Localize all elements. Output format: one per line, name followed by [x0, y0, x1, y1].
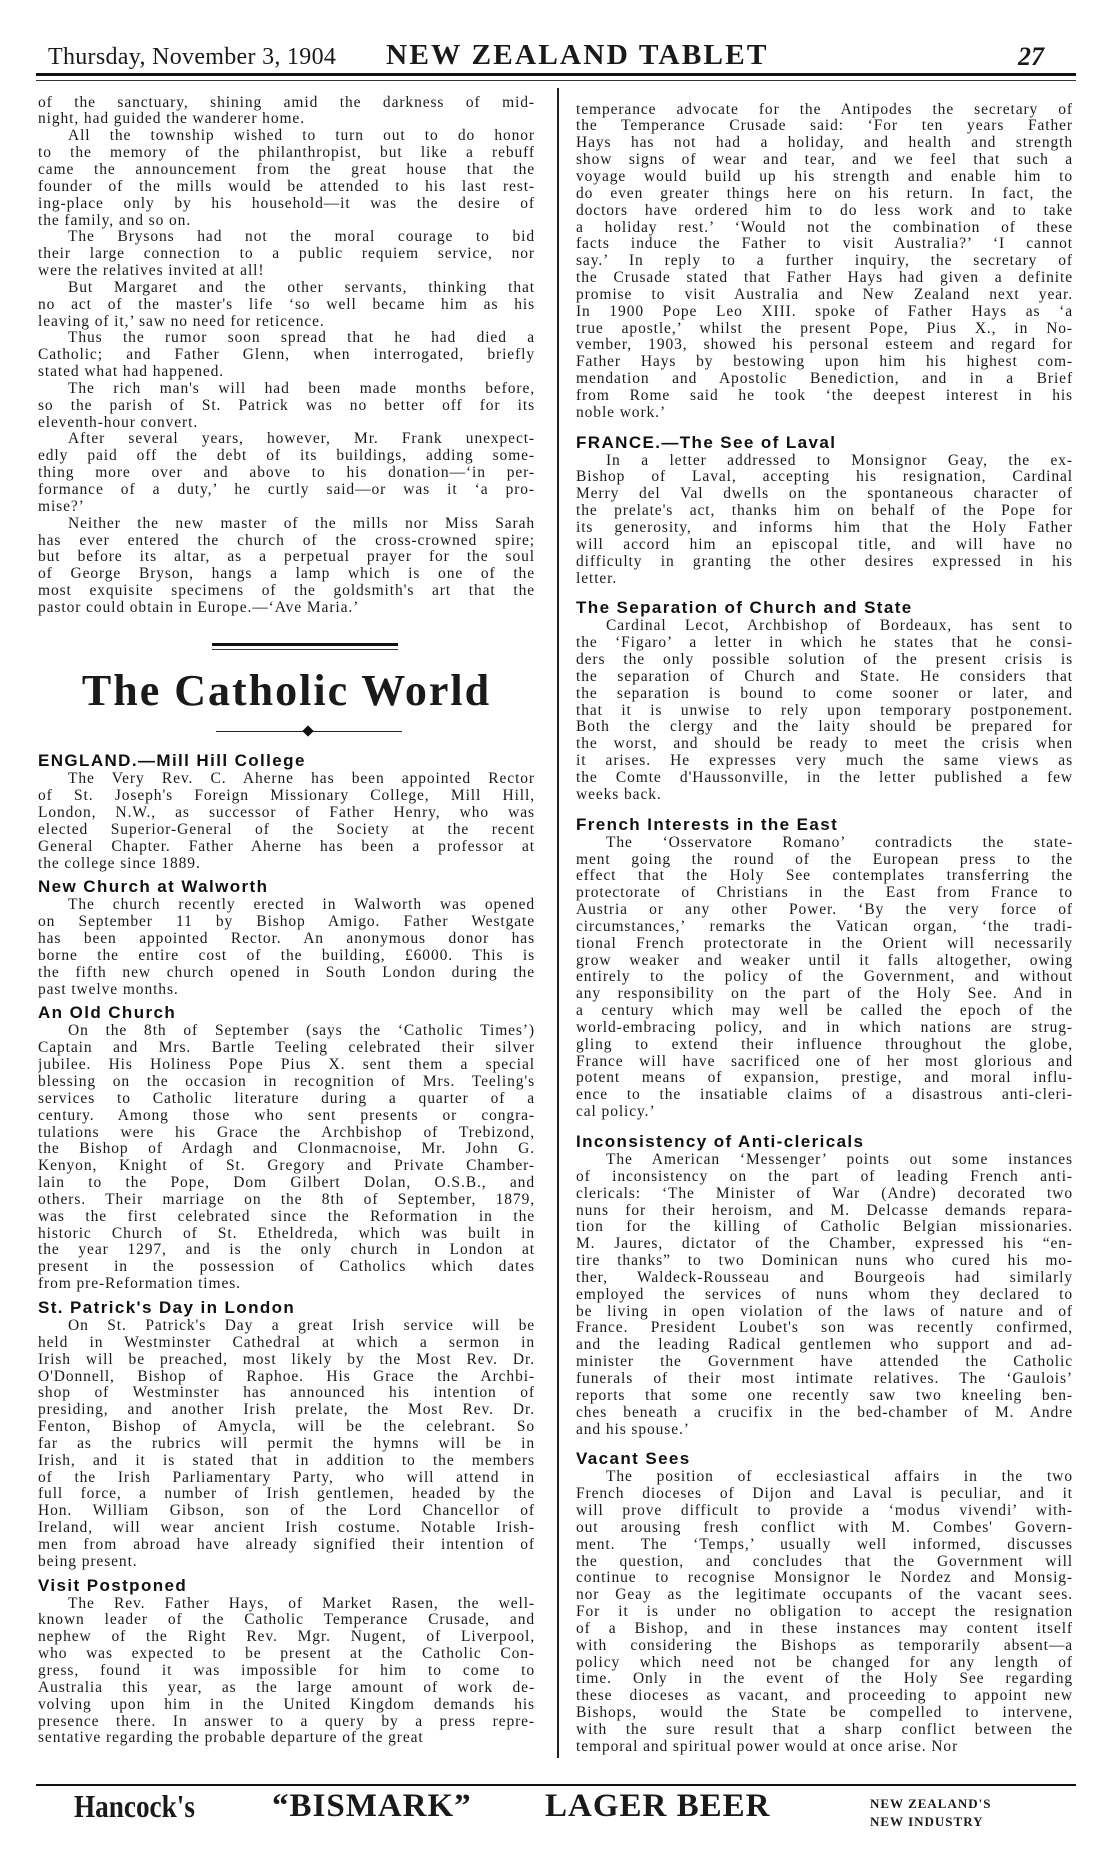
text-line: borne the entire cost of the building, £6000. This is	[38, 947, 535, 964]
text-line: others. Their marriage on the 8th of September, 1879,	[38, 1191, 535, 1208]
text-line: Both the clergy and the laity should be prepared for	[576, 719, 1073, 736]
text-line: the college since 1889.	[38, 855, 201, 872]
continued-article	[576, 102, 1073, 422]
text-line: do even greater things here on his return. In fact, the	[576, 185, 1073, 202]
text-line: will accord him an episcopal title, and will have no	[576, 536, 1073, 553]
continued-article	[38, 95, 535, 617]
text-line: the family, and so on.	[38, 212, 192, 229]
text-line: M. Jaures, dictator of the Chamber, expressed his “en-	[576, 1236, 1073, 1253]
text-line: nor Geay as the legitimate occupants of the vacant sees.	[576, 1587, 1073, 1604]
text-line: their large connection to a public requiem service, nor	[38, 246, 535, 263]
text-line: of the Irish Parliamentary Party, who will attend in	[38, 1469, 535, 1486]
text-line: gling to extend their influence throughout the globe,	[576, 1036, 1073, 1053]
text-line: In a letter addressed to Monsignor Geay, the ex-	[606, 452, 1073, 469]
text-line: In 1900 Pope Leo XIII. spoke of Father Hays as ‘a	[576, 303, 1073, 320]
text-line: O'Donnell, Bishop of Raphoe. His Grace the Archbi-	[38, 1368, 535, 1385]
text-line: Austria or any other Power. ‘By the very force of	[576, 902, 1073, 919]
text-line: Thus the rumor soon spread that he had died a	[68, 330, 535, 347]
text-line: were the relatives invited at all!	[38, 263, 265, 280]
text-line: full force, a number of Irish gentlemen, headed by the	[38, 1486, 535, 1503]
text-line: Neither the new master of the mills nor Miss Sarah	[68, 515, 535, 532]
text-line: will prove difficult to provide a ‘modus vivendi’ with-	[576, 1503, 1073, 1520]
text-line: doctors have ordered him to do less work and to take	[576, 202, 1073, 219]
issue-date: Thursday, November 3, 1904	[48, 44, 337, 70]
text-line: The Rev. Father Hays, of Market Rasen, the well-	[68, 1595, 535, 1612]
text-line: of the sanctuary, shining amid the darkness of mid-	[38, 94, 535, 111]
text-line: from pre-Reformation times.	[38, 1276, 241, 1293]
paragraph	[576, 835, 1073, 1121]
right-column	[576, 102, 1073, 1756]
text-line: the ‘Figaro’ a letter in which he states that he consi-	[576, 635, 1073, 652]
text-line: formance of a duty,’ he curtly said—or was it ‘a pro-	[38, 482, 535, 498]
paragraph	[38, 280, 535, 331]
text-line: the fifth new church opened in South London during the	[38, 964, 535, 981]
paragraph	[38, 95, 535, 129]
text-line: thing more over and above to his donation—‘in per-	[38, 465, 535, 482]
text-line: edly paid off the debt of its buildings, adding some-	[38, 448, 535, 465]
paragraph	[576, 1469, 1073, 1755]
text-line: past twelve months.	[38, 981, 179, 998]
advert-tagline-1: NEW ZEALAND'S	[870, 1796, 992, 1811]
text-line: with considering the Bishops as temporarily absent—a	[576, 1637, 1073, 1654]
text-line: night, had guided the wanderer home.	[38, 111, 305, 128]
text-line: sentative regarding the probable departure of the great	[38, 1730, 424, 1747]
text-line: Australia this year, as the large amount of work de-	[38, 1679, 535, 1696]
text-line: noble work.’	[576, 404, 667, 421]
text-line: the year 1297, and is the only church in London at	[38, 1242, 535, 1259]
article-heading: An Old Church	[38, 1003, 177, 1023]
paragraph	[576, 618, 1073, 803]
text-line: All the township wished to turn out to do honor	[68, 128, 535, 145]
paragraph	[38, 771, 535, 872]
text-line: show signs of wear and tear, and we feel that such a	[576, 152, 1073, 169]
text-line: century. Among those who sent presents or congra-	[38, 1107, 535, 1124]
page-number: 27	[1018, 42, 1044, 71]
text-line: clericals: ‘The Minister of War (Andre) decorated two	[576, 1185, 1073, 1202]
text-line: far as the rubrics will permit the hymns will be in	[38, 1435, 535, 1452]
text-line: of George Bryson, hangs a lamp which is one of the	[38, 566, 535, 583]
section-title: The Catholic World	[81, 665, 492, 715]
text-line: men from abroad have already signified their intention of	[38, 1536, 535, 1553]
paragraph	[576, 102, 1073, 422]
text-line: employed the services of nuns whom they declared to	[576, 1286, 1073, 1303]
text-line: but before its altar, as a perpetual prayer for the soul	[38, 549, 535, 566]
diamond-ornament-icon	[302, 725, 313, 736]
text-line: Cardinal Lecot, Archbishop of Bordeaux, has sent to	[606, 618, 1073, 635]
text-line: ing-place only by his household—it was the desire of	[38, 195, 535, 212]
text-line: true apostle,’ whilst the present Pope, Pius X., in No-	[576, 320, 1073, 337]
text-line: France will have sacrificed one of her most glorious and	[576, 1053, 1073, 1070]
paragraph	[38, 128, 535, 229]
text-line: tire thanks” to two Dominican nuns who cured his mo-	[576, 1253, 1073, 1270]
text-line: time. Only in the event of the Holy See regarding	[576, 1671, 1073, 1688]
text-line: stated what had happened.	[38, 364, 225, 381]
article-heading: ENGLAND.—Mill Hill College	[38, 751, 306, 771]
text-line: The church recently erected in Walworth was opened	[68, 897, 535, 914]
text-line: from Rome said he took ‘the deepest interest in his	[576, 387, 1073, 404]
text-line: The position of ecclesiastical affairs in the two	[606, 1469, 1073, 1486]
paragraph	[38, 897, 535, 998]
text-line: services to Catholic literature during a quarter of a	[38, 1090, 535, 1107]
text-line: no act of the master's life ‘so well became him as his	[38, 296, 535, 313]
text-line: Irish will be preached, most likely by the Most Rev. Dr.	[38, 1351, 535, 1368]
text-line: nephew of the Right Rev. Mgr. Nugent, of Liverpool,	[38, 1629, 535, 1646]
text-line: The ‘Osservatore Romano’ contradicts the state-	[606, 834, 1073, 851]
text-line: cal policy.’	[576, 1104, 656, 1121]
text-line: who was expected to be present at the Catholic Con-	[38, 1646, 535, 1663]
text-line: policy which need not be changed for any length of	[576, 1654, 1073, 1671]
text-line: But Margaret and the other servants, thinking that	[68, 279, 535, 296]
text-line: Ireland, will wear ancient Irish costume. Notable Irish-	[38, 1520, 535, 1537]
left-column	[38, 95, 535, 1748]
text-line: continue to recognise Monsignor le Nordez and Monsig-	[576, 1570, 1073, 1587]
text-line: letter.	[576, 570, 618, 587]
text-line: world-embracing policy, and in which nations are strug-	[576, 1019, 1073, 1036]
text-line: Father Hays by bestowing upon him his highest com-	[576, 354, 1073, 371]
text-line: France. President Loubet's son was recently confirmed,	[576, 1320, 1073, 1337]
text-line: mendation and Apostolic Benediction, and in a Brief	[576, 371, 1073, 388]
news-article	[38, 751, 535, 872]
text-line: temporal and spiritual power would at once arise. Nor	[576, 1738, 959, 1755]
news-article	[576, 815, 1073, 1121]
text-line: Captain and Mrs. Bartle Teeling celebrated their silver	[38, 1040, 535, 1057]
text-line: Hays has not had a holiday, and health and strength	[576, 135, 1073, 152]
text-line: protectorate of Christians in the East from France to	[576, 885, 1073, 902]
text-line: grow weaker and weaker until it falls altogether, owing	[576, 952, 1073, 969]
advert-type: LAGER BEER	[545, 1788, 771, 1824]
text-line: ther, Waldeck-Rousseau and Bourgeois had similarly	[576, 1269, 1073, 1286]
text-line: the prelate's act, thanks him on behalf of the Pope for	[576, 503, 1073, 520]
text-line: to the memory of the philanthropist, but like a rebuff	[38, 145, 535, 162]
text-line: Bishop of Laval, accepting his resignation, Cardinal	[576, 469, 1073, 486]
news-article	[38, 1576, 535, 1748]
text-line: a century which may well be called the epoch of the	[576, 1003, 1073, 1020]
text-line: elected Superior-General of the Society at the recent	[38, 821, 535, 838]
text-line: weeks back.	[576, 786, 662, 803]
paragraph	[38, 431, 535, 515]
text-line: leaving of it,’ saw no need for reticence.	[38, 313, 325, 330]
article-heading: Visit Postponed	[38, 1575, 188, 1595]
text-line: the worst, and should be ready to meet the crisis when	[576, 736, 1073, 753]
text-line: known leader of the Catholic Temperance Crusade, and	[38, 1612, 535, 1629]
text-line: on September 11 by Bishop Amigo. Father Westgate	[38, 914, 535, 931]
news-article	[38, 1298, 535, 1571]
paragraph	[576, 1152, 1073, 1438]
text-line: The Brysons had not the moral courage to bid	[68, 229, 535, 246]
text-line: circumstances,’ remarks the Vatican organ, ‘the tradi-	[576, 918, 1073, 935]
news-article	[576, 598, 1073, 803]
text-line: The rich man's will had been made months before,	[68, 380, 535, 397]
article-heading: Vacant Sees	[576, 1449, 691, 1469]
text-line: Catholic; and Father Glenn, when interrogated, briefly	[38, 347, 535, 364]
advert-tagline-2: NEW INDUSTRY	[870, 1814, 984, 1829]
section-masthead	[38, 617, 535, 747]
text-line: ders the only possible solution of the present crisis is	[576, 652, 1073, 669]
text-line: reports that some one recently saw two kneeling ben-	[576, 1387, 1073, 1404]
text-line: being present.	[38, 1553, 138, 1570]
text-line: funerals of their most intimate relatives. The ‘Gaulois’	[576, 1370, 1073, 1387]
text-line: On St. Patrick's Day a great Irish service will be	[68, 1317, 535, 1334]
text-line: with the sure result that a sharp conflict between the	[576, 1722, 1073, 1738]
header-rule	[36, 73, 1076, 76]
text-line: The Very Rev. C. Aherne has been appointed Rector	[68, 771, 535, 788]
text-line: presence there. In answer to a query by a press repre-	[38, 1713, 535, 1730]
text-line: blessing on the occasion in recognition of Mrs. Teeling's	[38, 1074, 535, 1090]
text-line: Hon. William Gibson, son of the Lord Chancellor of	[38, 1503, 535, 1520]
text-line: pastor could obtain in Europe.—‘Ave Maria.’	[38, 599, 360, 616]
text-line: tional French protectorate in the Orient will necessarily	[576, 935, 1073, 952]
text-line: tion for the killing of Catholic Belgian missionaries.	[576, 1219, 1073, 1236]
text-line: facts induce the Father to visit Australia?’ ‘I cannot	[576, 236, 1073, 253]
text-line: volving upon him in the United Kingdom demands his	[38, 1696, 535, 1713]
news-article	[576, 1132, 1073, 1438]
text-line: these dioceses as vacant, and proceeding to appoint new	[576, 1688, 1073, 1705]
text-line: On the 8th of September (says the ‘Catholic Times’)	[68, 1023, 535, 1040]
paragraph	[38, 229, 535, 280]
paragraph	[38, 381, 535, 432]
text-line: shop of Westminster has announced his intention of	[38, 1385, 535, 1402]
advert-brand: Hancock's	[74, 1788, 195, 1824]
article-heading: FRANCE.—The See of Laval	[576, 432, 837, 452]
text-line: ence to the insatiable claims of a disastrous anti-cleri-	[576, 1087, 1073, 1104]
text-line: was the first celebrated since the Reformation in the	[38, 1208, 535, 1225]
text-line: present in the possession of Catholics which dates	[38, 1259, 535, 1276]
text-line: promise to visit Australia and New Zealand next year.	[576, 286, 1073, 303]
text-line: and his spouse.’	[576, 1421, 690, 1438]
text-line: out arousing fresh conflict with M. Combes' Govern-	[576, 1519, 1073, 1536]
text-line: the Comte d'Haussonville, in the letter published a few	[576, 769, 1073, 786]
text-line: of St. Joseph's Foreign Missionary College, Mill Hill,	[38, 788, 535, 805]
news-article	[38, 877, 535, 998]
text-line: held in Westminster Cathedral at which a sermon in	[38, 1334, 535, 1351]
column-divider	[557, 88, 559, 1758]
text-line: founder of the mills would be attended to his last rest-	[38, 178, 535, 195]
article-heading: St. Patrick's Day in London	[38, 1297, 296, 1317]
text-line: has been appointed Rector. An anonymous donor has	[38, 931, 535, 948]
text-line: the Crusade stated that Father Hays had given a definite	[576, 270, 1073, 287]
text-line: any responsibility on the part of the Holy See. And in	[576, 986, 1073, 1003]
text-line: potent means of expansion, prestige, and moral influ-	[576, 1070, 1073, 1087]
article-heading: The Separation of Church and State	[576, 598, 913, 618]
text-line: vember, 1903, showed his personal esteem and regard for	[576, 337, 1073, 354]
masthead-rule	[212, 643, 398, 646]
text-line: effect that the Holy See contemplates transferring the	[576, 868, 1073, 885]
text-line: jubilee. His Holiness Pope Pius X. sent them a special	[38, 1057, 535, 1074]
text-line: Merry del Val dwells on the spontaneous character of	[576, 486, 1073, 503]
paragraph	[38, 1596, 535, 1748]
paragraph	[38, 1318, 535, 1571]
text-line: difficulty in granting the other desires expressed in his	[576, 553, 1073, 570]
text-line: General Chapter. Father Aherne has been a professor at	[38, 838, 535, 855]
text-line: For it is under no obligation to accept the resignation	[576, 1604, 1073, 1621]
text-line: be living in open violation of the laws of nature and of	[576, 1303, 1073, 1320]
text-line: entirely to the policy of the Government, and without	[576, 969, 1073, 986]
text-line: its generosity, and informs him that the Holy Father	[576, 520, 1073, 536]
text-line: ches beneath a crucifix in the bed-chamber of M. Andre	[576, 1404, 1073, 1421]
text-line: gress, found it was impossible for him to come to	[38, 1663, 535, 1679]
text-line: eleventh-hour convert.	[38, 414, 199, 431]
text-line: most exquisite specimens of the goldsmith's art that the	[38, 583, 535, 600]
text-line: Fenton, Bishop of Amycla, will be the celebrant. So	[38, 1419, 535, 1436]
text-line: London, N.W., as successor of Father Henry, who was	[38, 805, 535, 822]
text-line: Kenyon, Knight of St. Gregory and Private Chamber-	[38, 1158, 535, 1175]
text-line: ment going the round of the European press to the	[576, 851, 1073, 868]
text-line: voyage would build up his strength and enable him to	[576, 168, 1073, 185]
text-line: presiding, and another Irish prelate, the Most Rev. Dr.	[38, 1402, 535, 1419]
paragraph	[38, 1023, 535, 1293]
article-heading: New Church at Walworth	[38, 877, 269, 897]
text-line: historic Church of St. Etheldreda, which was built in	[38, 1225, 535, 1242]
text-line: the Temperance Crusade said: ‘For ten years Father	[576, 118, 1073, 135]
news-article	[576, 433, 1073, 588]
text-line: say.’ In reply to a further inquiry, the secretary of	[576, 253, 1073, 270]
text-line: the question, and concludes that the Government will	[576, 1553, 1073, 1570]
text-line: a holiday rest.’ ‘Would not the combination of these	[576, 219, 1073, 236]
text-line: and the leading Radical gentlemen who support and ad-	[576, 1337, 1073, 1354]
text-line: minister the Government have attended the Catholic	[576, 1354, 1073, 1371]
text-line: nuns for their heroism, and M. Delcasse demands repara-	[576, 1202, 1073, 1219]
paragraph	[38, 330, 535, 381]
text-line: the Bishop of Ardagh and Clonmacnoise, Mr. John G.	[38, 1141, 535, 1158]
advert-product: “BISMARK”	[272, 1788, 472, 1824]
text-line: so the parish of St. Patrick was no better off for its	[38, 397, 535, 414]
news-article	[576, 1449, 1073, 1755]
header-rule-thin	[36, 80, 1076, 81]
text-line: ment. The ‘Temps,’ usually well informed, discusses	[576, 1536, 1073, 1553]
text-line: Bishops, would the State be compelled to intervene,	[576, 1705, 1073, 1722]
advert-rule	[36, 1784, 1076, 1786]
text-line: the separation is bound to come sooner or later, and	[576, 685, 1073, 702]
text-line: has ever entered the church of the cross-crowned spire;	[38, 532, 535, 549]
text-line: mise?’	[38, 498, 85, 515]
text-line: temperance advocate for the Antipodes the secretary of	[576, 101, 1073, 118]
paragraph	[576, 453, 1073, 588]
text-line: The American ‘Messenger’ points out some instances	[606, 1152, 1073, 1168]
article-heading: French Interests in the East	[576, 814, 839, 834]
text-line: lain to the Pope, Dom Gilbert Dolan, O.S.B., and	[38, 1175, 535, 1192]
text-line: that it is unwise to rely upon temporary postponement.	[576, 702, 1073, 719]
text-line: Irish, and it is stated that in addition to the members	[38, 1452, 535, 1469]
newspaper-title: NEW ZEALAND TABLET	[386, 40, 769, 71]
text-line: of inconsistency on the part of leading French anti-	[576, 1168, 1073, 1185]
text-line: tulations were his Grace the Archbishop of Trebizond,	[38, 1124, 535, 1141]
text-line: of a Bishop, and in these instances may content itself	[576, 1620, 1073, 1637]
news-article	[38, 1003, 535, 1293]
text-line: French dioceses of Dijon and Laval is peculiar, and it	[576, 1486, 1073, 1503]
text-line: After several years, however, Mr. Frank unexpect-	[68, 431, 535, 448]
article-heading: Inconsistency of Anti-clericals	[576, 1132, 865, 1151]
masthead-rule-thin	[212, 649, 398, 650]
text-line: the separation of Church and State. He considers that	[576, 668, 1073, 685]
text-line: came the announcement from the great house that the	[38, 161, 535, 178]
text-line: it arises. He expresses very much the same views as	[576, 753, 1073, 770]
paragraph	[38, 516, 535, 617]
